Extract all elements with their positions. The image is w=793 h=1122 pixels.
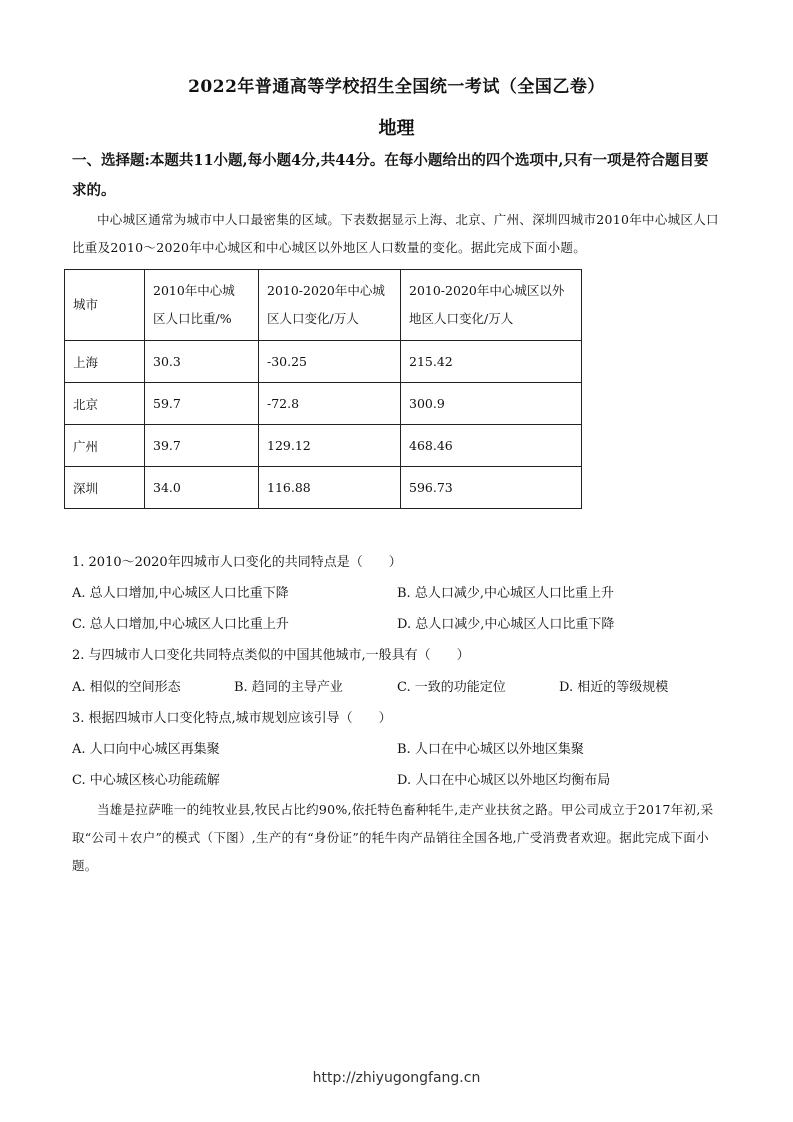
question-2-option-a: A. 相似的空间形态	[72, 680, 181, 695]
header-share: 2010年中心城 区人口比重/%	[145, 270, 259, 341]
cell-center-change: -30.25	[259, 341, 401, 383]
question-1-option-d: D. 总人口减少,中心城区人口比重下降	[397, 617, 615, 632]
cell-outer-change: 468.46	[401, 425, 582, 467]
question-1-option-b: B. 总人口减少,中心城区人口比重上升	[397, 586, 614, 601]
table-row	[65, 425, 582, 467]
question-3-option-d: D. 人口在中心城区以外地区均衡布局	[397, 773, 611, 788]
intro-paragraph-2: 当雄是拉萨唯一的纯牧业县,牧民占比约90%,依托特色畜种牦牛,走产业扶贫之路。甲公司成立于2017年初,采取“公司＋农户”的模式（下图）,生产的有“身份证”的牦牛肉产品销往全国各地,广受消费者欢迎。据此完成下面小题。	[72, 802, 714, 873]
cell-center-change: -72.8	[259, 383, 401, 425]
subject-heading: 地理	[378, 118, 415, 139]
cell-center-change: 116.88	[259, 467, 401, 509]
cell-city: 北京	[65, 383, 145, 425]
question-3-option-a: A. 人口向中心城区再集聚	[72, 742, 220, 757]
section-header: 一、选择题:本题共11小题,每小题4分,共44分。在每小题给出的四个选项中,只有一项是符合题目要求的。	[72, 152, 709, 199]
header-outer-change: 2010-2020年中心城区以外 地区人口变化/万人	[401, 270, 582, 341]
cell-outer-change: 215.42	[401, 341, 582, 383]
question-2-option-b: B. 趋同的主导产业	[234, 680, 343, 695]
cell-share: 34.0	[145, 467, 259, 509]
cell-center-change: 129.12	[259, 425, 401, 467]
exam-title: 2022年普通高等学校招生全国统一考试（全国乙卷）	[188, 77, 605, 97]
table-header-row	[65, 270, 582, 341]
footer-url: http://zhiyugongfang.cn	[312, 1070, 481, 1086]
table-row	[65, 383, 582, 425]
population-table	[64, 269, 582, 509]
question-2-option-d: D. 相近的等级规模	[559, 680, 669, 695]
cell-city: 深圳	[65, 467, 145, 509]
header-center-change: 2010-2020年中心城 区人口变化/万人	[259, 270, 401, 341]
table-row	[65, 467, 582, 509]
cell-share: 30.3	[145, 341, 259, 383]
question-1-stem: 1. 2010～2020年四城市人口变化的共同特点是（ ）	[72, 555, 402, 570]
question-1-option-c: C. 总人口增加,中心城区人口比重上升	[72, 617, 289, 632]
cell-outer-change: 596.73	[401, 467, 582, 509]
cell-share: 39.7	[145, 425, 259, 467]
question-3-stem: 3. 根据四城市人口变化特点,城市规划应该引导（ ）	[72, 711, 392, 726]
question-2-stem: 2. 与四城市人口变化共同特点类似的中国其他城市,一般具有（ ）	[72, 648, 470, 663]
cell-share: 59.7	[145, 383, 259, 425]
question-1-option-a: A. 总人口增加,中心城区人口比重下降	[72, 586, 289, 601]
cell-city: 上海	[65, 341, 145, 383]
intro-paragraph-1: 中心城区通常为城市中人口最密集的区域。下表数据显示上海、北京、广州、深圳四城市2010年中心城区人口比重及2010～2020年中心城区和中心城区以外地区人口数量的变化。据此完成下面小题。	[72, 212, 719, 255]
question-3-option-b: B. 人口在中心城区以外地区集聚	[397, 742, 584, 757]
question-3-option-c: C. 中心城区核心功能疏解	[72, 773, 220, 788]
cell-outer-change: 300.9	[401, 383, 582, 425]
table-row	[65, 341, 582, 383]
cell-city: 广州	[65, 425, 145, 467]
question-2-option-c: C. 一致的功能定位	[397, 680, 506, 695]
header-city: 城市	[65, 270, 145, 341]
